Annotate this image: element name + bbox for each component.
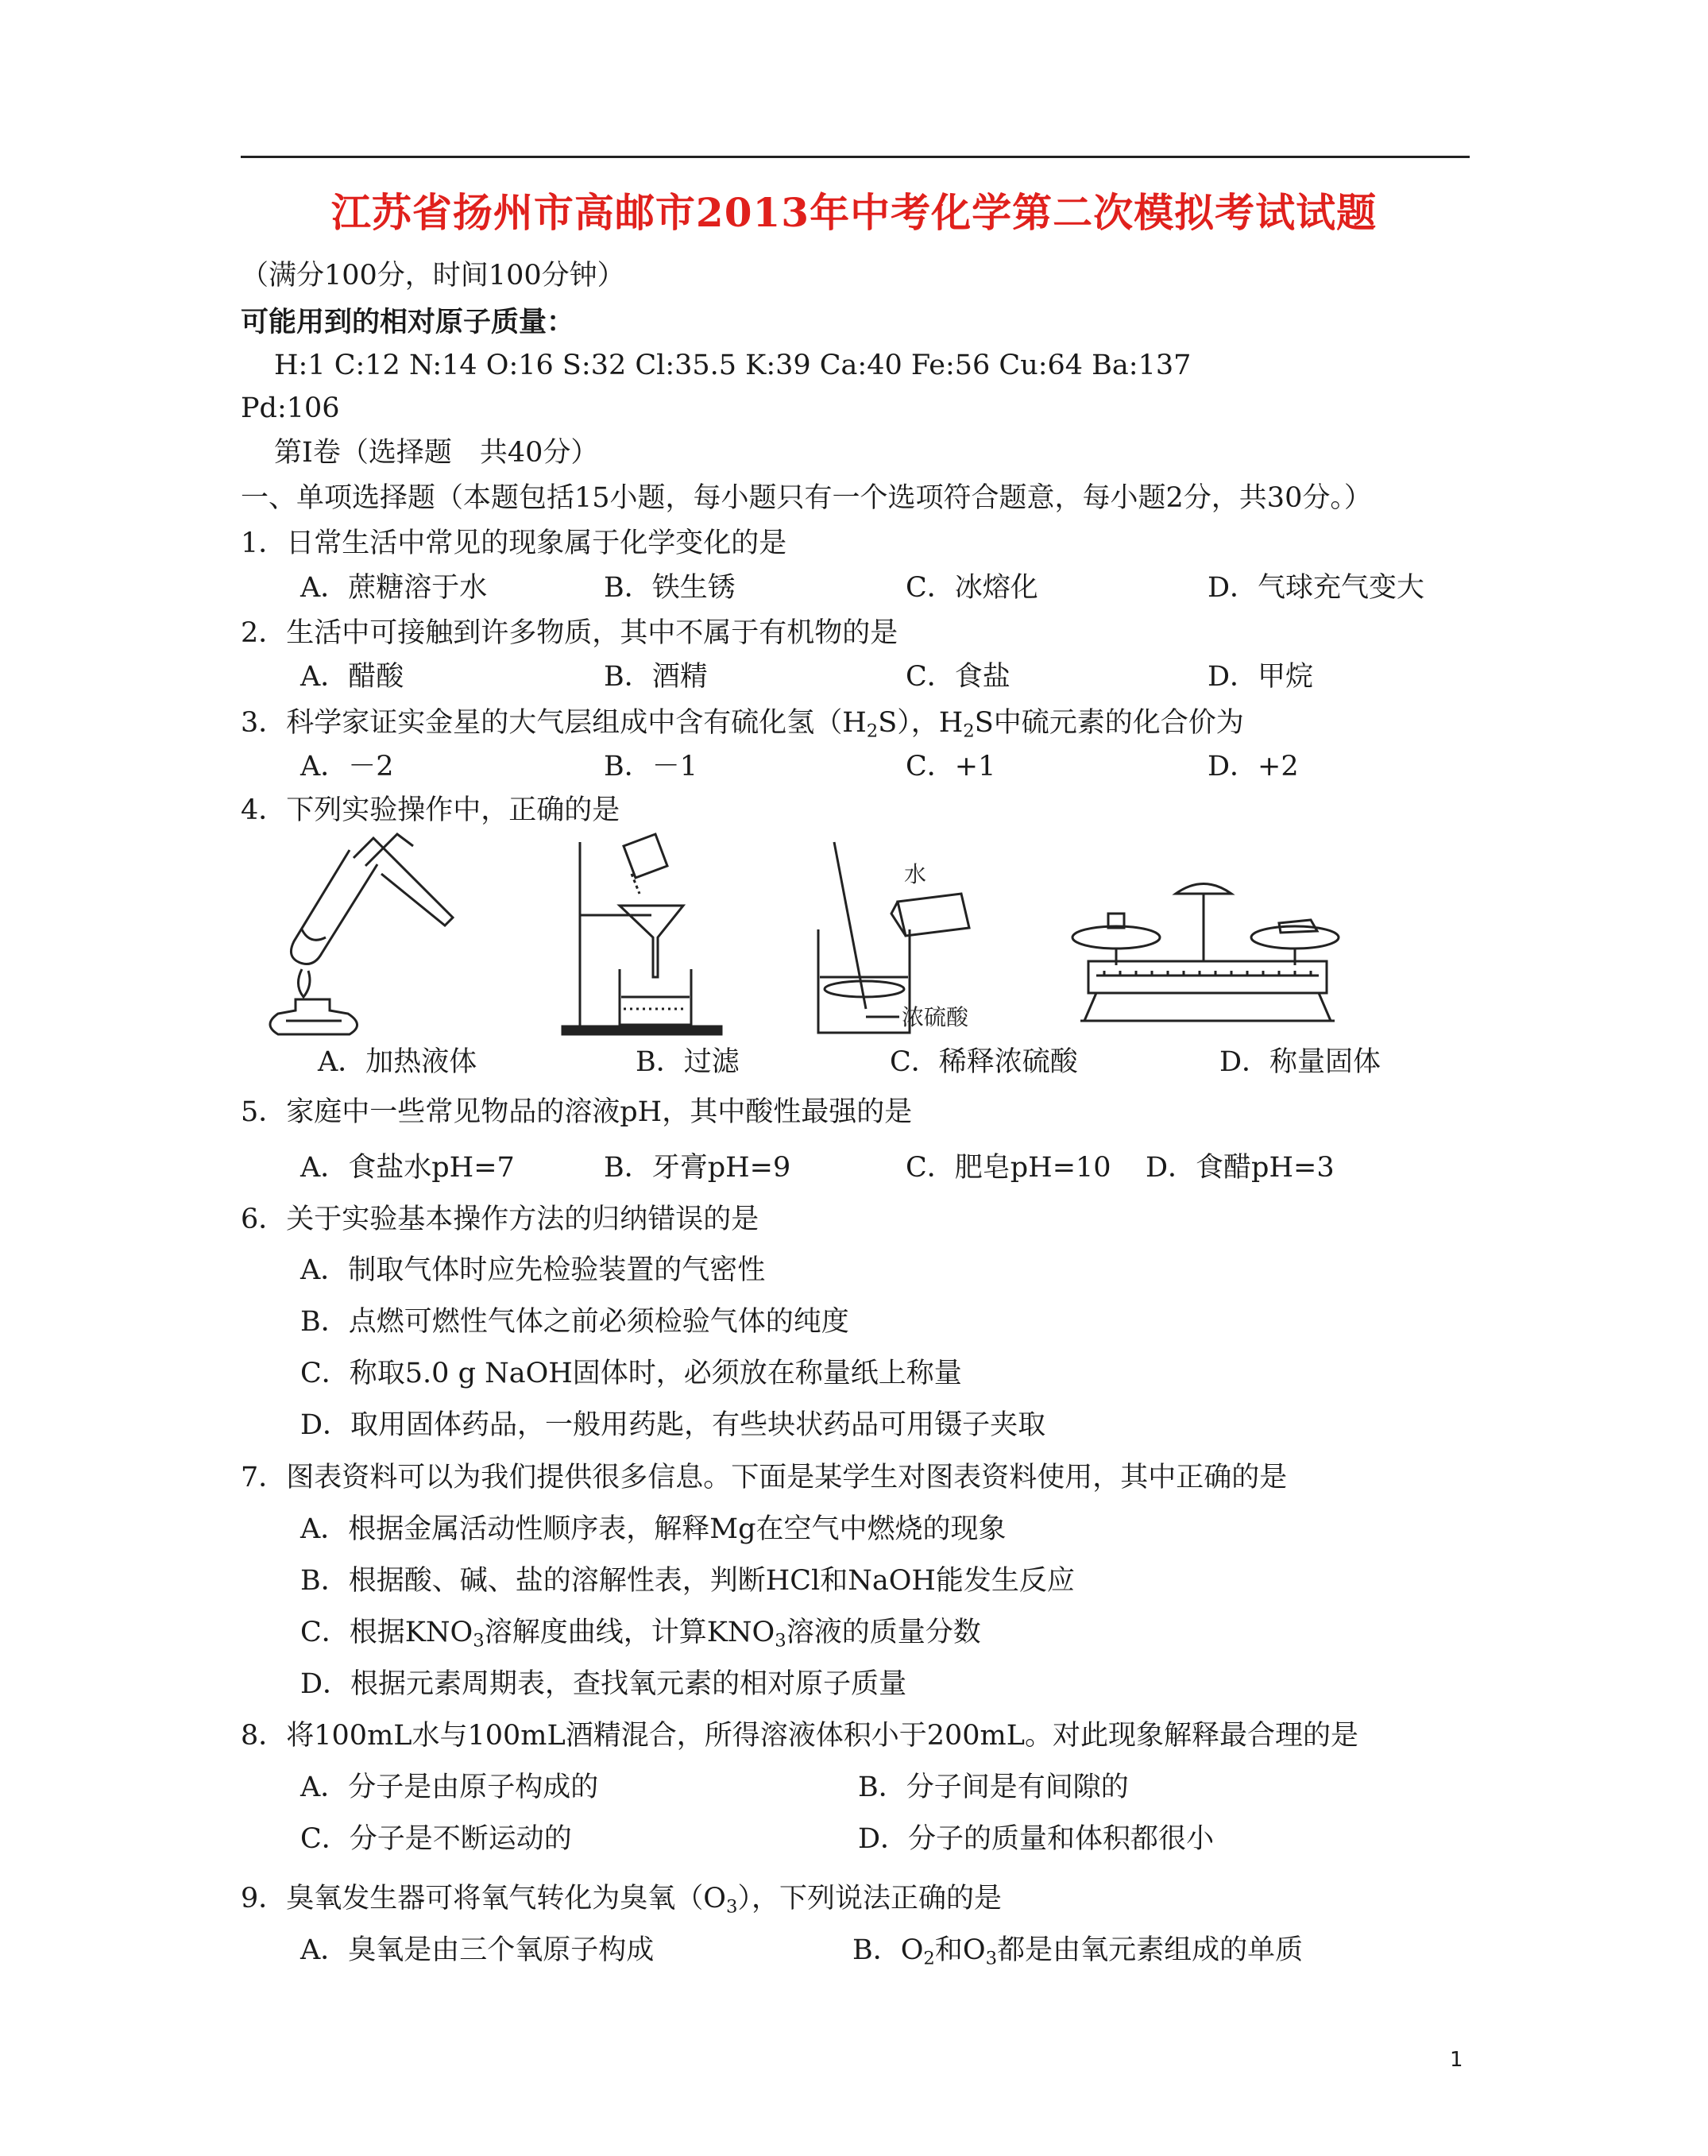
q1-option-a: A．蔗糖溶于水 bbox=[300, 572, 488, 604]
question-8-stem: 8．将100mL水与100mL酒精混合，所得溶液体积小于200mL。对此现象解释最合理的是 bbox=[241, 1720, 1358, 1752]
q7-option-b: B．根据酸、碱、盐的溶解性表，判断HCl和NaOH能发生反应 bbox=[300, 1565, 1075, 1597]
q2-option-d: D．甲烷 bbox=[1208, 661, 1314, 693]
q8-option-c: C．分子是不断运动的 bbox=[300, 1823, 572, 1855]
q2-option-a: A．醋酸 bbox=[300, 661, 404, 693]
q8-option-b: B．分子间是有间隙的 bbox=[858, 1772, 1129, 1803]
volume-heading: 第Ⅰ卷（选择题 共40分） bbox=[274, 437, 599, 469]
question-6-stem: 6．关于实验基本操作方法的归纳错误的是 bbox=[241, 1204, 759, 1235]
figure-label-acid: 浓硫酸 bbox=[902, 1004, 969, 1030]
atomic-masses: H:1 C:12 N:14 O:16 S:32 Cl:35.5 K:39 Ca:40 Fe:56 Cu:64 Ba:137 bbox=[274, 350, 1192, 381]
q7-option-d: D．根据元素周期表，查找氧元素的相对原子质量 bbox=[300, 1668, 907, 1700]
question-2-stem: 2．生活中可接触到许多物质，其中不属于有机物的是 bbox=[241, 617, 898, 649]
q4-option-a: A．加热液体 bbox=[318, 1046, 477, 1078]
q9-option-b: B．$O_2$和$O_3$都是由氧元素组成的单质 bbox=[852, 1934, 1304, 1969]
question-1-stem: 1．日常生活中常见的现象属于化学变化的是 bbox=[241, 527, 787, 559]
q1-option-b: B．铁生锈 bbox=[604, 572, 736, 604]
figure-filtration bbox=[556, 826, 739, 1041]
q8-option-a: A．分子是由原子构成的 bbox=[300, 1772, 599, 1803]
q5-option-a: A．食盐水pH=7 bbox=[300, 1152, 515, 1184]
q3-option-c: C．+1 bbox=[906, 751, 996, 782]
q3-option-a: A．－2 bbox=[300, 751, 394, 782]
question-4-stem: 4．下列实验操作中，正确的是 bbox=[241, 794, 620, 826]
q3-option-b: B．－1 bbox=[604, 751, 697, 782]
q1-option-d: D．气球充气变大 bbox=[1208, 572, 1425, 604]
q8-option-d: D．分子的质量和体积都很小 bbox=[858, 1823, 1215, 1855]
part-heading: 一、单项选择题（本题包括15小题，每小题只有一个选项符合题意，每小题2分，共30分。） bbox=[241, 482, 1372, 514]
q5-option-c: C．肥皂pH=10 bbox=[906, 1152, 1111, 1184]
question-5-stem: 5．家庭中一些常见物品的溶液pH，其中酸性最强的是 bbox=[241, 1096, 913, 1128]
q6-option-c: C．称取5.0 g NaOH固体时，必须放在称量纸上称量 bbox=[300, 1358, 962, 1389]
q3-option-d: D．+2 bbox=[1208, 751, 1299, 782]
q9-option-a: A．臭氧是由三个氧原子构成 bbox=[300, 1934, 655, 1966]
q6-option-a: A．制取气体时应先检验装置的气密性 bbox=[300, 1254, 766, 1286]
q6-option-d: D．取用固体药品，一般用药匙，有些块状药品可用镊子夹取 bbox=[300, 1409, 1046, 1441]
q7-option-a: A．根据金属活动性顺序表，解释Mg在空气中燃烧的现象 bbox=[300, 1513, 1007, 1545]
page-title: 江苏省扬州市高邮市2013年中考化学第二次模拟考试试题 bbox=[330, 189, 1378, 236]
figure-heating-liquid bbox=[254, 826, 469, 1041]
atomic-masses-cont: Pd:106 bbox=[241, 392, 340, 424]
figure-label-water: 水 bbox=[904, 861, 927, 887]
score-time: （满分100分，时间100分钟） bbox=[241, 260, 625, 292]
q1-option-c: C．冰熔化 bbox=[906, 572, 1038, 604]
figure-balance bbox=[1065, 874, 1351, 1033]
question-9-stem: 9．臭氧发生器可将氧气转化为臭氧$(O_3)$，下列说法正确的是 bbox=[241, 1883, 1002, 1918]
q4-option-c: C．稀释浓硫酸 bbox=[890, 1046, 1078, 1078]
figure-diluting-acid bbox=[802, 834, 1009, 1041]
q6-option-b: B．点燃可燃性气体之前必须检验气体的纯度 bbox=[300, 1306, 849, 1338]
question-3-stem: 3．科学家证实金星的大气层组成中含有硫化氢$(H_2S)$，$H_2S$中硫元素的化合价为 bbox=[241, 707, 1244, 742]
q4-option-d: D．称量固体 bbox=[1219, 1046, 1381, 1078]
header-rule bbox=[241, 156, 1470, 158]
q5-option-d: D．食醋pH=3 bbox=[1146, 1152, 1335, 1184]
q2-option-c: C．食盐 bbox=[906, 661, 1011, 693]
page-number: 1 bbox=[1450, 2048, 1463, 2072]
q5-option-b: B．牙膏pH=9 bbox=[604, 1152, 791, 1184]
q4-option-b: B．过滤 bbox=[636, 1046, 740, 1078]
q2-option-b: B．酒精 bbox=[604, 661, 708, 693]
question-7-stem: 7．图表资料可以为我们提供很多信息。下面是某学生对图表资料使用，其中正确的是 bbox=[241, 1462, 1288, 1493]
atomic-mass-heading: 可能用到的相对原子质量： bbox=[241, 306, 575, 338]
q7-option-c: C．根据$KNO_3$溶解度曲线，计算$KNO_3$溶液的质量分数 bbox=[300, 1617, 981, 1652]
